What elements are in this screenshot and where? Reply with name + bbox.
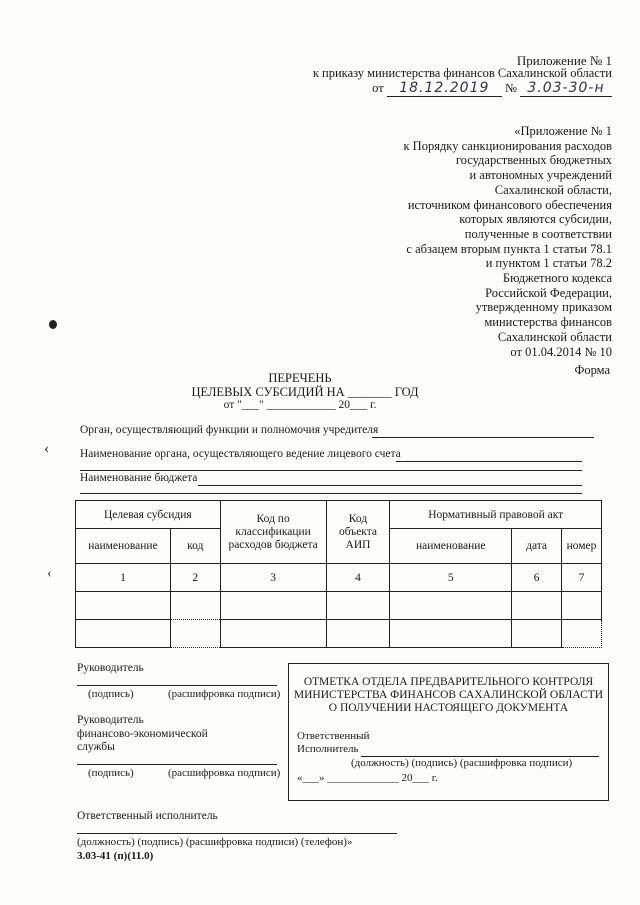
stamp-responsible-1: Ответственный xyxy=(297,730,370,742)
preamble-line: «Приложение № 1 xyxy=(514,124,612,138)
preamble-line: утвержденному приказом xyxy=(475,300,612,315)
preamble-line: к Порядку санкционирования расходов xyxy=(403,138,612,153)
document-title xyxy=(0,372,640,413)
head-signature-line[interactable] xyxy=(77,685,277,686)
column-number: 1 xyxy=(76,564,171,592)
table-number-row xyxy=(76,564,602,592)
preamble-line: и пунктом 1 статьи 78.2 xyxy=(485,256,612,271)
table-cell[interactable] xyxy=(220,592,326,620)
table-row xyxy=(76,620,602,648)
account-organ-label: Наименование органа, осуществляющего ведение лицевого счета xyxy=(80,448,401,460)
margin-mark: ‹ xyxy=(47,566,52,581)
account-organ-line-2[interactable] xyxy=(80,470,582,471)
table-cell[interactable] xyxy=(326,592,390,620)
header-name: наименование xyxy=(76,529,171,564)
table-row xyxy=(76,592,602,620)
head-label: Руководитель xyxy=(77,662,144,674)
column-number: 7 xyxy=(562,564,602,592)
preamble xyxy=(312,124,612,359)
header-number: номер xyxy=(562,529,602,564)
header-date: дата xyxy=(512,529,562,564)
handwritten-number: 3.03-30-н xyxy=(520,80,612,97)
table-cell[interactable] xyxy=(512,620,562,648)
preamble-line: министерства финансов xyxy=(484,315,612,330)
responsible-caption: (должность) (подпись) (расшифровка подписи) (телефон)» xyxy=(77,836,353,848)
header-legal-act: Нормативный правовой акт xyxy=(390,501,602,529)
responsible-label: Ответственный исполнитель xyxy=(77,810,218,822)
table-cell[interactable] xyxy=(390,620,512,648)
preamble-line: источником финансового обеспечения xyxy=(407,197,612,212)
form-label: Форма xyxy=(574,363,610,377)
fin-head-line: службы xyxy=(77,741,115,753)
budget-line-2[interactable] xyxy=(80,493,582,494)
budget-label: Наименование бюджета xyxy=(80,472,198,484)
table-cell[interactable] xyxy=(562,620,602,648)
ink-blot xyxy=(49,320,57,329)
handwritten-date: 18.12.2019 xyxy=(387,80,502,97)
preamble-line: и автономных учреждений xyxy=(469,168,612,183)
preamble-line: от 01.04.2014 № 10 xyxy=(510,344,612,359)
column-number: 5 xyxy=(390,564,512,592)
fin-sign-caption: (подпись) xyxy=(88,767,134,779)
account-organ-line[interactable] xyxy=(396,461,582,462)
stamp-responsible-2: Исполнитель xyxy=(297,743,359,755)
column-number: 4 xyxy=(326,564,390,592)
responsible-line[interactable] xyxy=(77,833,397,834)
number-prefix: № xyxy=(504,81,517,95)
preamble-line: государственных бюджетных xyxy=(455,153,612,168)
order-date-line xyxy=(372,80,612,97)
fin-head-line: Руководитель xyxy=(77,714,144,726)
header-aip-code: Код объекта АИП xyxy=(326,501,390,564)
table-cell[interactable] xyxy=(562,592,602,620)
preamble-line: которых являются субсидии, xyxy=(459,212,612,227)
appendix-title: Приложение № 1 xyxy=(516,53,612,68)
preamble-line: Российской Федерации, xyxy=(485,285,612,300)
stamp-title-line: МИНИСТЕРСТВА ФИНАНСОВ САХАЛИНСКОЙ ОБЛАСТИ xyxy=(293,689,604,701)
fin-head-label xyxy=(77,714,208,755)
preamble-line: Сахалинской области, xyxy=(494,182,612,197)
table-cell[interactable] xyxy=(390,592,512,620)
stamp-title xyxy=(289,676,608,715)
stamp-title-line: ОТМЕТКА ОТДЕЛА ПРЕДВАРИТЕЛЬНОГО КОНТРОЛЯ xyxy=(303,676,594,688)
title-line-2: ЦЕЛЕВЫХ СУБСИДИЙ НА _______ ГОД xyxy=(191,384,419,399)
stamp-title-line: О ПОЛУЧЕНИИ НАСТОЯЩЕГО ДОКУМЕНТА xyxy=(328,702,569,714)
date-prefix: от xyxy=(372,81,384,95)
header-subsidy: Целевая субсидия xyxy=(76,501,221,529)
head-sign-caption: (подпись) xyxy=(88,688,134,700)
table-cell[interactable] xyxy=(220,620,326,648)
column-number: 3 xyxy=(220,564,326,592)
table-cell[interactable] xyxy=(512,592,562,620)
form-code: 3.03-41 (п)(11.0) xyxy=(77,850,154,862)
title-line-1: ПЕРЕЧЕНЬ xyxy=(268,371,332,385)
subsidy-table xyxy=(75,500,602,648)
fin-head-line: финансово-экономической xyxy=(77,727,208,740)
control-stamp-box xyxy=(288,663,609,801)
organ-field-label: Орган, осуществляющий функции и полномочия учредителя xyxy=(80,424,379,436)
table-cell[interactable] xyxy=(76,592,171,620)
stamp-caption: (должность) (подпись) (расшифровка подписи) xyxy=(351,757,573,769)
budget-line[interactable] xyxy=(198,485,582,486)
table-cell[interactable] xyxy=(76,620,171,648)
column-number: 2 xyxy=(170,564,220,592)
fin-decode-caption: (расшифровка подписи) xyxy=(168,767,281,779)
margin-mark: ‹ xyxy=(44,440,50,457)
title-line-3: от "___" ____________ 20___ г. xyxy=(223,399,377,411)
preamble-line: Бюджетного кодекса xyxy=(502,271,612,286)
header-budget-code: Код по классификации расходов бюджета xyxy=(220,501,326,564)
column-number: 6 xyxy=(512,564,562,592)
table-header-row xyxy=(76,501,602,529)
head-decode-caption: (расшифровка подписи) xyxy=(168,688,281,700)
preamble-line: полученные в соответствии xyxy=(464,226,612,241)
header-act-name: наименование xyxy=(390,529,512,564)
preamble-line: с абзацем вторым пункта 1 статьи 78.1 xyxy=(406,241,612,256)
table-cell[interactable] xyxy=(326,620,390,648)
header-kod: код xyxy=(170,529,220,564)
preamble-line: Сахалинской области xyxy=(497,329,612,344)
table-cell[interactable] xyxy=(170,620,220,648)
organ-field-line[interactable] xyxy=(372,437,594,438)
stamp-date[interactable]: «___» _____________ 20___ г. xyxy=(297,772,438,784)
fin-head-signature-line[interactable] xyxy=(77,764,277,765)
order-reference: к приказу министерства финансов Сахалинской области xyxy=(312,66,612,80)
table-cell[interactable] xyxy=(170,592,220,620)
